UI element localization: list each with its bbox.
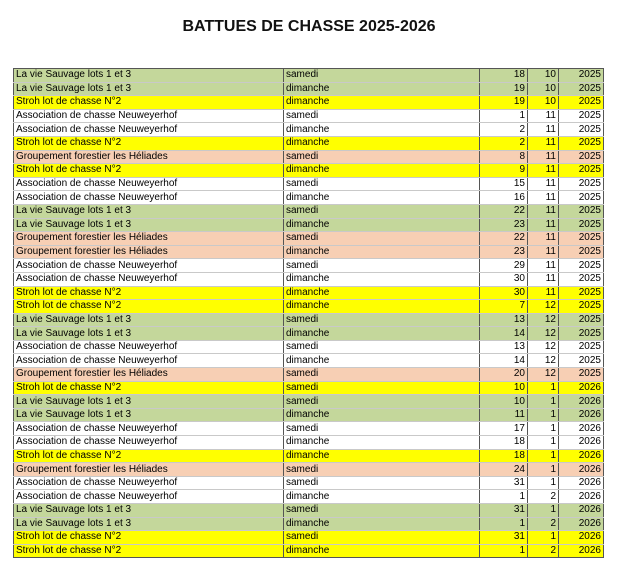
month-cell: 10 [528, 82, 559, 96]
day-number-cell: 9 [480, 164, 528, 178]
association-cell: Association de chasse Neuweyerhof [14, 109, 284, 123]
day-cell: samedi [284, 69, 480, 83]
association-cell: La vie Sauvage lots 1 et 3 [14, 313, 284, 327]
day-number-cell: 13 [480, 340, 528, 354]
association-cell: Stroh lot de chasse N°2 [14, 136, 284, 150]
day-number-cell: 24 [480, 463, 528, 477]
year-cell: 2026 [559, 449, 604, 463]
month-cell: 11 [528, 150, 559, 164]
year-cell: 2025 [559, 354, 604, 368]
day-number-cell: 22 [480, 232, 528, 246]
association-cell: Groupement forestier les Héliades [14, 368, 284, 382]
day-number-cell: 23 [480, 245, 528, 259]
day-number-cell: 30 [480, 272, 528, 286]
day-cell: samedi [284, 422, 480, 436]
day-cell: dimanche [284, 300, 480, 314]
day-number-cell: 14 [480, 327, 528, 341]
day-cell: samedi [284, 177, 480, 191]
day-cell: samedi [284, 313, 480, 327]
table-row [14, 476, 604, 490]
day-cell: dimanche [284, 544, 480, 558]
year-cell: 2025 [559, 218, 604, 232]
day-number-cell: 16 [480, 191, 528, 205]
association-cell: Groupement forestier les Héliades [14, 463, 284, 477]
association-cell: Stroh lot de chasse N°2 [14, 300, 284, 314]
day-cell: samedi [284, 395, 480, 409]
year-cell: 2026 [559, 436, 604, 450]
day-number-cell: 31 [480, 476, 528, 490]
association-cell: Association de chasse Neuweyerhof [14, 340, 284, 354]
table-row [14, 504, 604, 518]
month-cell: 11 [528, 204, 559, 218]
day-number-cell: 20 [480, 368, 528, 382]
year-cell: 2026 [559, 463, 604, 477]
association-cell: La vie Sauvage lots 1 et 3 [14, 218, 284, 232]
year-cell: 2025 [559, 245, 604, 259]
day-number-cell: 1 [480, 544, 528, 558]
table-row [14, 177, 604, 191]
table-row [14, 204, 604, 218]
year-cell: 2026 [559, 517, 604, 531]
month-cell: 12 [528, 368, 559, 382]
year-cell: 2026 [559, 504, 604, 518]
day-cell: samedi [284, 150, 480, 164]
day-cell: samedi [284, 463, 480, 477]
day-number-cell: 19 [480, 82, 528, 96]
table-row [14, 368, 604, 382]
table-row [14, 422, 604, 436]
table-row [14, 544, 604, 558]
hunting-schedule-table [13, 68, 604, 558]
year-cell: 2025 [559, 313, 604, 327]
month-cell: 11 [528, 272, 559, 286]
table-row [14, 272, 604, 286]
day-cell: dimanche [284, 245, 480, 259]
month-cell: 11 [528, 123, 559, 137]
association-cell: Stroh lot de chasse N°2 [14, 164, 284, 178]
month-cell: 1 [528, 504, 559, 518]
day-number-cell: 23 [480, 218, 528, 232]
month-cell: 2 [528, 517, 559, 531]
association-cell: Groupement forestier les Héliades [14, 245, 284, 259]
association-cell: Stroh lot de chasse N°2 [14, 381, 284, 395]
month-cell: 12 [528, 354, 559, 368]
page-title: BATTUES DE CHASSE 2025-2026 [182, 18, 436, 35]
year-cell: 2025 [559, 272, 604, 286]
day-number-cell: 2 [480, 123, 528, 137]
association-cell: Stroh lot de chasse N°2 [14, 531, 284, 545]
table-row [14, 218, 604, 232]
table-row [14, 395, 604, 409]
year-cell: 2026 [559, 476, 604, 490]
day-cell: samedi [284, 340, 480, 354]
table-row [14, 408, 604, 422]
day-cell: samedi [284, 204, 480, 218]
month-cell: 1 [528, 531, 559, 545]
day-number-cell: 1 [480, 490, 528, 504]
month-cell: 11 [528, 232, 559, 246]
association-cell: La vie Sauvage lots 1 et 3 [14, 408, 284, 422]
day-number-cell: 1 [480, 517, 528, 531]
table-row [14, 340, 604, 354]
month-cell: 1 [528, 449, 559, 463]
month-cell: 1 [528, 476, 559, 490]
day-number-cell: 19 [480, 96, 528, 110]
table-row [14, 517, 604, 531]
association-cell: Association de chasse Neuweyerhof [14, 177, 284, 191]
day-cell: samedi [284, 368, 480, 382]
month-cell: 10 [528, 69, 559, 83]
day-cell: dimanche [284, 191, 480, 205]
day-number-cell: 13 [480, 313, 528, 327]
month-cell: 12 [528, 300, 559, 314]
day-number-cell: 18 [480, 449, 528, 463]
month-cell: 11 [528, 259, 559, 273]
day-number-cell: 2 [480, 136, 528, 150]
table-row [14, 463, 604, 477]
month-cell: 1 [528, 395, 559, 409]
day-cell: dimanche [284, 286, 480, 300]
month-cell: 12 [528, 313, 559, 327]
year-cell: 2026 [559, 531, 604, 545]
day-number-cell: 15 [480, 177, 528, 191]
day-number-cell: 29 [480, 259, 528, 273]
association-cell: La vie Sauvage lots 1 et 3 [14, 504, 284, 518]
day-number-cell: 10 [480, 381, 528, 395]
month-cell: 12 [528, 340, 559, 354]
year-cell: 2025 [559, 177, 604, 191]
day-cell: samedi [284, 232, 480, 246]
association-cell: La vie Sauvage lots 1 et 3 [14, 69, 284, 83]
year-cell: 2025 [559, 164, 604, 178]
day-cell: dimanche [284, 449, 480, 463]
association-cell: Association de chasse Neuweyerhof [14, 476, 284, 490]
month-cell: 11 [528, 109, 559, 123]
month-cell: 11 [528, 177, 559, 191]
year-cell: 2025 [559, 69, 604, 83]
day-cell: samedi [284, 259, 480, 273]
month-cell: 2 [528, 490, 559, 504]
year-cell: 2025 [559, 327, 604, 341]
year-cell: 2025 [559, 204, 604, 218]
month-cell: 1 [528, 463, 559, 477]
day-cell: dimanche [284, 490, 480, 504]
association-cell: Association de chasse Neuweyerhof [14, 422, 284, 436]
year-cell: 2025 [559, 82, 604, 96]
table-row [14, 150, 604, 164]
association-cell: Association de chasse Neuweyerhof [14, 354, 284, 368]
table-row [14, 96, 604, 110]
table-row [14, 490, 604, 504]
month-cell: 11 [528, 245, 559, 259]
day-cell: samedi [284, 381, 480, 395]
table-row [14, 381, 604, 395]
month-cell: 1 [528, 381, 559, 395]
association-cell: Association de chasse Neuweyerhof [14, 436, 284, 450]
year-cell: 2025 [559, 232, 604, 246]
table-row [14, 191, 604, 205]
association-cell: Association de chasse Neuweyerhof [14, 191, 284, 205]
association-cell: Association de chasse Neuweyerhof [14, 272, 284, 286]
month-cell: 11 [528, 164, 559, 178]
day-number-cell: 1 [480, 109, 528, 123]
day-cell: dimanche [284, 123, 480, 137]
year-cell: 2026 [559, 422, 604, 436]
table-row [14, 123, 604, 137]
year-cell: 2025 [559, 123, 604, 137]
month-cell: 1 [528, 436, 559, 450]
table-row [14, 82, 604, 96]
association-cell: La vie Sauvage lots 1 et 3 [14, 395, 284, 409]
association-cell: Association de chasse Neuweyerhof [14, 123, 284, 137]
association-cell: Stroh lot de chasse N°2 [14, 544, 284, 558]
year-cell: 2025 [559, 136, 604, 150]
schedule-body [14, 69, 604, 558]
year-cell: 2025 [559, 368, 604, 382]
year-cell: 2025 [559, 191, 604, 205]
day-number-cell: 31 [480, 531, 528, 545]
day-cell: dimanche [284, 164, 480, 178]
table-row [14, 327, 604, 341]
month-cell: 11 [528, 191, 559, 205]
day-number-cell: 14 [480, 354, 528, 368]
day-number-cell: 18 [480, 436, 528, 450]
day-cell: dimanche [284, 517, 480, 531]
day-cell: dimanche [284, 96, 480, 110]
association-cell: Stroh lot de chasse N°2 [14, 286, 284, 300]
day-number-cell: 30 [480, 286, 528, 300]
association-cell: Stroh lot de chasse N°2 [14, 96, 284, 110]
year-cell: 2025 [559, 286, 604, 300]
day-cell: dimanche [284, 327, 480, 341]
year-cell: 2025 [559, 259, 604, 273]
day-cell: samedi [284, 531, 480, 545]
year-cell: 2026 [559, 544, 604, 558]
month-cell: 10 [528, 96, 559, 110]
day-cell: samedi [284, 109, 480, 123]
month-cell: 1 [528, 408, 559, 422]
association-cell: La vie Sauvage lots 1 et 3 [14, 327, 284, 341]
day-number-cell: 22 [480, 204, 528, 218]
day-number-cell: 17 [480, 422, 528, 436]
association-cell: Association de chasse Neuweyerhof [14, 490, 284, 504]
day-number-cell: 8 [480, 150, 528, 164]
day-cell: dimanche [284, 218, 480, 232]
association-cell: Groupement forestier les Héliades [14, 232, 284, 246]
association-cell: Stroh lot de chasse N°2 [14, 449, 284, 463]
table-row [14, 69, 604, 83]
month-cell: 11 [528, 286, 559, 300]
table-row [14, 436, 604, 450]
year-cell: 2026 [559, 490, 604, 504]
year-cell: 2026 [559, 381, 604, 395]
day-number-cell: 7 [480, 300, 528, 314]
association-cell: Groupement forestier les Héliades [14, 150, 284, 164]
day-cell: samedi [284, 504, 480, 518]
table-row [14, 164, 604, 178]
day-cell: dimanche [284, 354, 480, 368]
table-row [14, 259, 604, 273]
table-row [14, 531, 604, 545]
table-row [14, 136, 604, 150]
year-cell: 2025 [559, 300, 604, 314]
table-row [14, 245, 604, 259]
month-cell: 1 [528, 422, 559, 436]
day-number-cell: 11 [480, 408, 528, 422]
month-cell: 12 [528, 327, 559, 341]
day-cell: dimanche [284, 272, 480, 286]
association-cell: La vie Sauvage lots 1 et 3 [14, 82, 284, 96]
year-cell: 2026 [559, 408, 604, 422]
month-cell: 11 [528, 136, 559, 150]
table-row [14, 232, 604, 246]
association-cell: La vie Sauvage lots 1 et 3 [14, 204, 284, 218]
year-cell: 2025 [559, 150, 604, 164]
year-cell: 2025 [559, 96, 604, 110]
year-cell: 2026 [559, 395, 604, 409]
association-cell: Association de chasse Neuweyerhof [14, 259, 284, 273]
day-cell: dimanche [284, 82, 480, 96]
year-cell: 2025 [559, 340, 604, 354]
day-cell: dimanche [284, 136, 480, 150]
association-cell: La vie Sauvage lots 1 et 3 [14, 517, 284, 531]
day-number-cell: 31 [480, 504, 528, 518]
table-row [14, 300, 604, 314]
month-cell: 2 [528, 544, 559, 558]
year-cell: 2025 [559, 109, 604, 123]
table-row [14, 313, 604, 327]
table-row [14, 286, 604, 300]
day-cell: dimanche [284, 436, 480, 450]
table-row [14, 109, 604, 123]
day-number-cell: 10 [480, 395, 528, 409]
day-cell: dimanche [284, 408, 480, 422]
day-number-cell: 18 [480, 69, 528, 83]
table-row [14, 354, 604, 368]
table-row [14, 449, 604, 463]
day-cell: samedi [284, 476, 480, 490]
month-cell: 11 [528, 218, 559, 232]
